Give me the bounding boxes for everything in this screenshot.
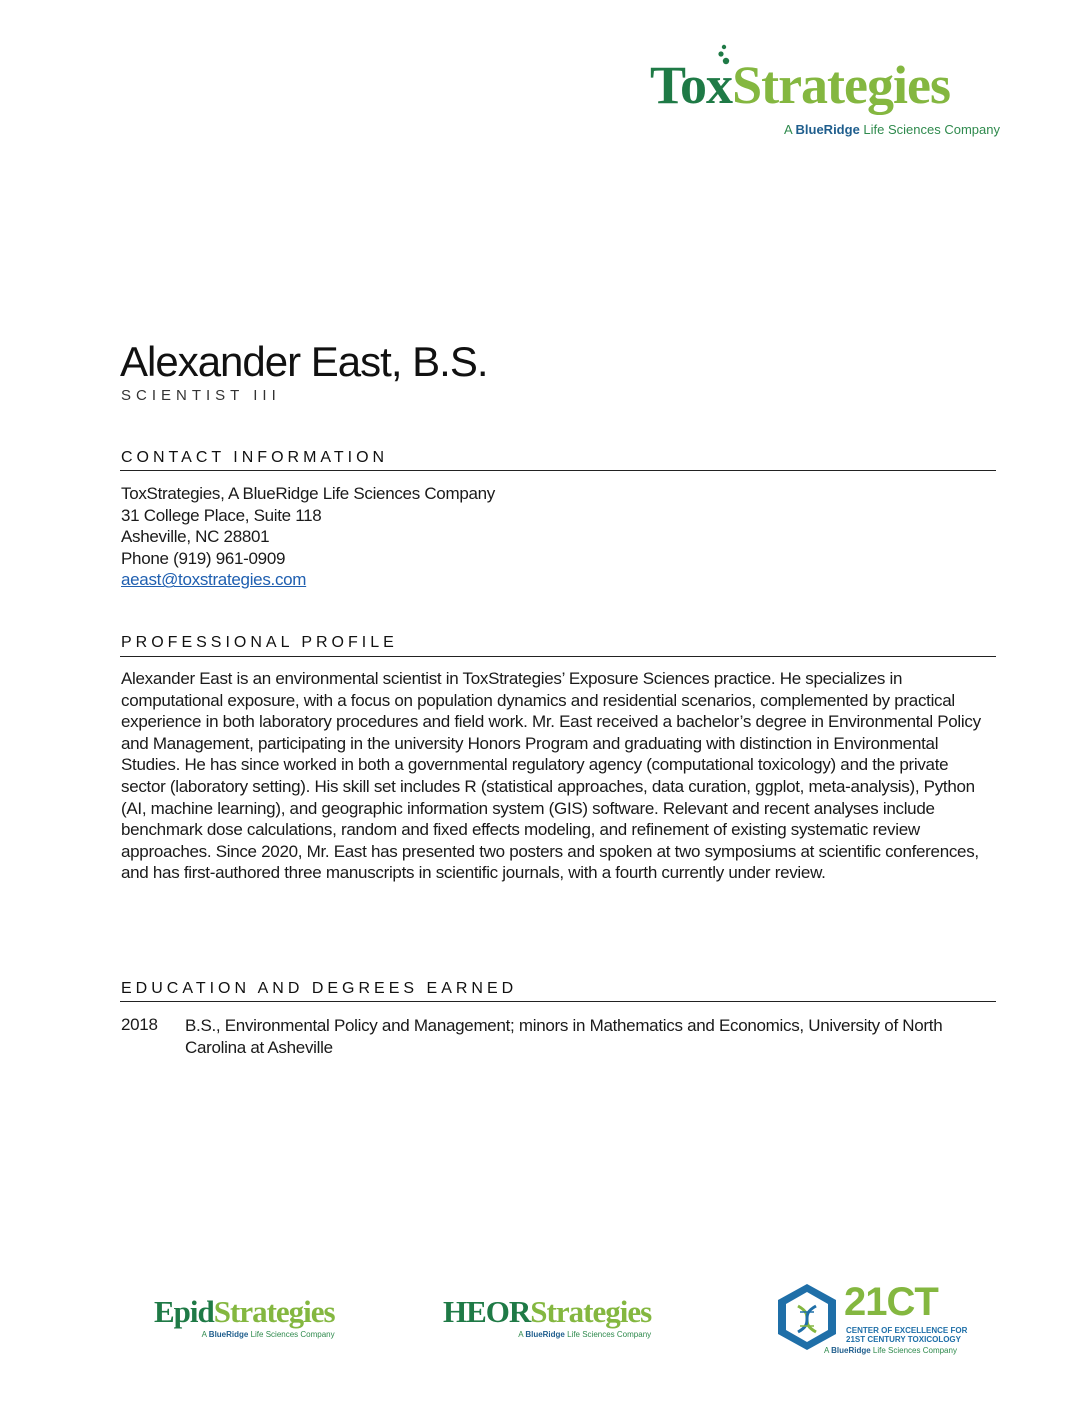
- epid-wordmark: [154, 1296, 335, 1327]
- heor-tag-suffix: Life Sciences Company: [564, 1330, 652, 1339]
- contact-city: Asheville, NC 28801: [121, 527, 270, 547]
- contact-phone: Phone (919) 961-0909: [121, 548, 286, 568]
- epidstrategies-logo: [154, 1296, 335, 1339]
- epid-tag-prefix: A: [201, 1330, 209, 1339]
- person-name: Alexander East, B.S.: [120, 338, 488, 385]
- logo-wordmark: [650, 55, 950, 115]
- heor-wordmark: [443, 1296, 651, 1327]
- heor-wordmark-light: Strategies: [530, 1294, 652, 1329]
- education-heading: EDUCATION AND DEGREES EARNED: [121, 980, 518, 997]
- 21ct-line2: 21ST CENTURY TOXICOLOGY: [846, 1335, 961, 1344]
- profile-divider: [120, 656, 996, 657]
- logo-wordmark-light: Strategies: [732, 55, 950, 115]
- logo-tagline: [784, 122, 1000, 137]
- heor-tag-brand: BlueRidge: [525, 1330, 565, 1339]
- 21ct-logo: [776, 1282, 966, 1354]
- epid-tagline: [154, 1330, 335, 1339]
- epid-wordmark-light: Strategies: [213, 1294, 335, 1329]
- profile-text: Alexander East is an environmental scientist in ToxStrategies’ Exposure Sciences practice. He specializes in computational exposure, with a focus on population dynamics and residential scenarios, complemented by practical experience in both laboratory procedures and field work. Mr. East received a bachelor’s degree in Environmental Policy and Management, participating in the university Honors Program and graduating with distinction in Environmental Studies. He has since worked in both a governmental regulatory agency (computational toxicology) and the private sector (laboratory setting). His skill set includes R (statistical approaches, data curation, ggplot, meta-analysis), Python (AI, machine learning), and geographic information system (GIS) software. Relevant and recent analyses include benchmark dose calculations, random and fixed effects modeling, and refinement of existing systematic review approaches. Since 2020, Mr. East has presented two posters and spoken at two symposiums at scientific conferences, and has first-authored three manuscripts in scientific journals, with a fourth currently under review.: [121, 669, 981, 883]
- epid-tag-brand: BlueRidge: [208, 1330, 249, 1339]
- contact-block: [121, 483, 495, 591]
- epid-tag-suffix: Life Sciences Company: [248, 1330, 335, 1339]
- contact-heading: CONTACT INFORMATION: [121, 449, 389, 466]
- contact-divider: [120, 470, 996, 471]
- heor-tag-prefix: A: [518, 1330, 526, 1339]
- toxstrategies-logo: [650, 44, 1000, 144]
- contact-company: ToxStrategies, A BlueRidge Life Sciences Company: [121, 484, 495, 503]
- profile-heading: PROFESSIONAL PROFILE: [121, 634, 398, 651]
- education-year: 2018: [121, 1015, 158, 1034]
- education-description: B.S., Environmental Policy and Management; minors in Mathematics and Economics, University of North Carolina at Asheville: [185, 1016, 943, 1057]
- logo-wordmark-dark: Tox: [650, 55, 733, 115]
- hexagon-dna-icon: [776, 1282, 838, 1352]
- person-title: SCIENTIST III: [121, 387, 281, 404]
- 21ct-tag-suffix: Life Sciences Company: [870, 1346, 957, 1355]
- 21ct-line1: CENTER OF EXCELLENCE FOR: [846, 1326, 968, 1335]
- logo-tagline-prefix: A: [783, 122, 796, 137]
- logo-tagline-suffix: Life Sciences Company: [859, 122, 1000, 137]
- heor-tagline: [443, 1330, 651, 1339]
- education-divider: [120, 1001, 996, 1002]
- 21ct-wordmark: 21CT: [844, 1280, 938, 1324]
- heor-wordmark-dark: HEOR: [443, 1294, 531, 1329]
- 21ct-tag-brand: BlueRidge: [831, 1346, 871, 1355]
- heorstrategies-logo: [443, 1296, 651, 1339]
- logo-tagline-brand: BlueRidge: [795, 122, 860, 137]
- epid-wordmark-dark: Epid: [154, 1294, 214, 1329]
- contact-email-link[interactable]: aeast@toxstrategies.com: [121, 570, 307, 590]
- contact-street: 31 College Place, Suite 118: [121, 505, 322, 525]
- 21ct-tagline: [824, 1346, 957, 1355]
- 21ct-tag-prefix: A: [824, 1346, 832, 1355]
